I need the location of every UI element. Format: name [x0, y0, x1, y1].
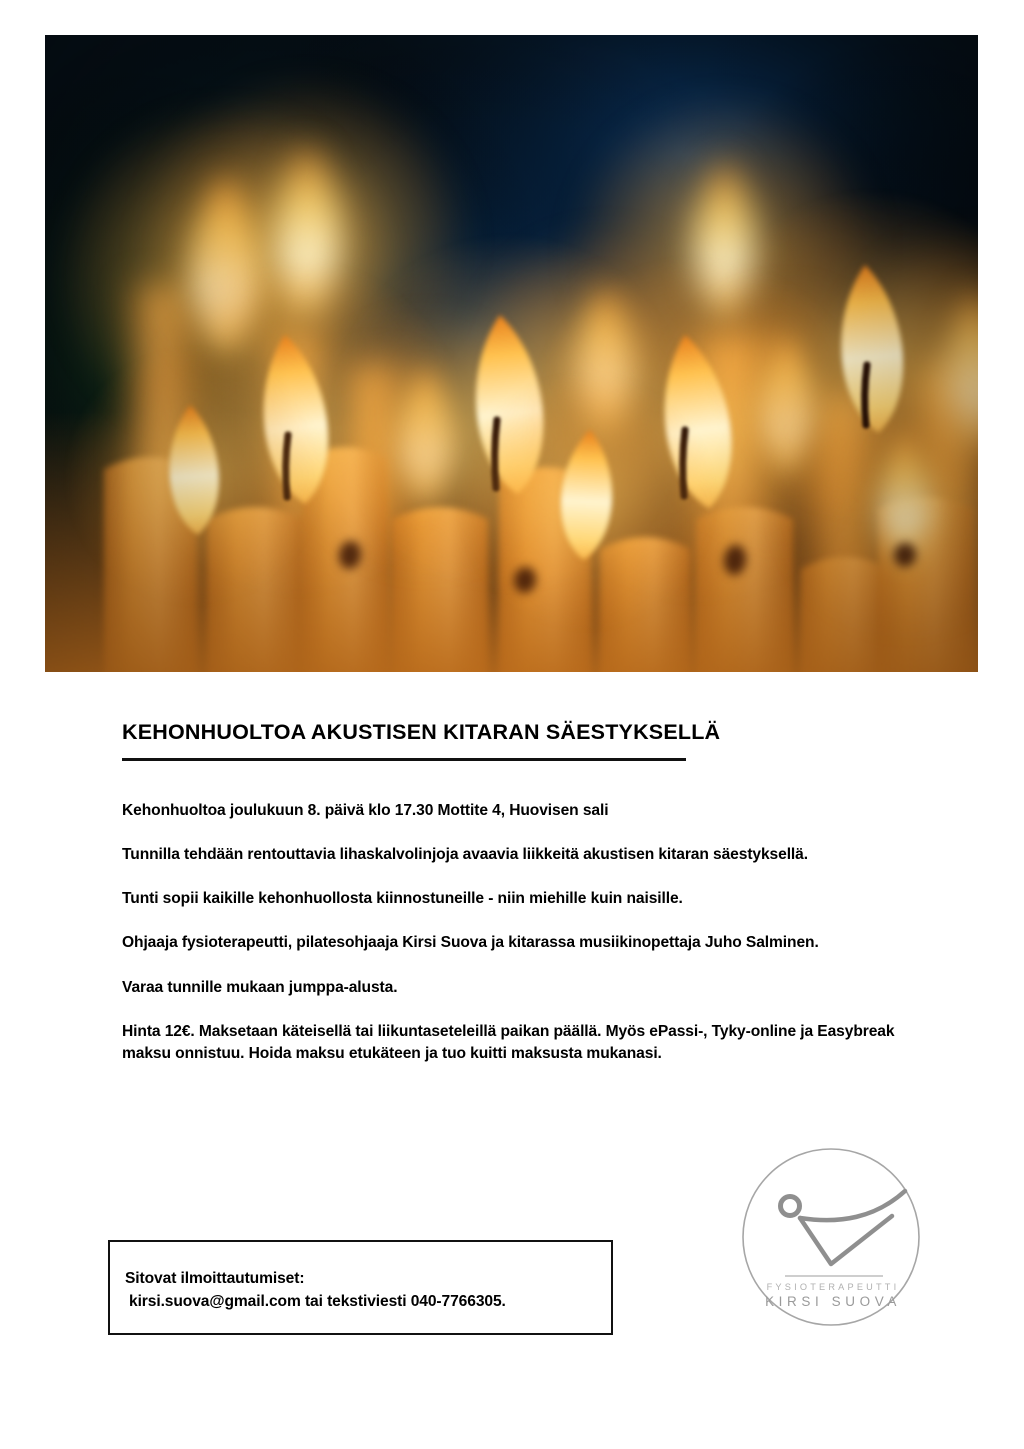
logo-graphic [740, 1146, 922, 1328]
logo-head-icon [781, 1197, 800, 1216]
page-title: KEHONHUOLTOA AKUSTISEN KITARAN SÄESTYKSELLÄ [122, 720, 721, 744]
kirsi-suova-logo [740, 1146, 922, 1328]
logo-person-text: KIRSI SUOVA [765, 1294, 901, 1309]
candles-photo [45, 35, 978, 672]
logo-body-v-icon [800, 1216, 892, 1264]
contact-box [108, 1240, 613, 1335]
contact-heading: Sitovat ilmoittautumiset: [125, 1270, 305, 1287]
contact-details[interactable]: kirsi.suova@gmail.com tai tekstiviesti 040-7766305. [129, 1293, 506, 1311]
body-copy [122, 800, 930, 1065]
paragraph-instructor: Ohjaaja fysioterapeutti, pilatesohjaaja Kirsi Suova ja kitarassa musiikinopettaja Juho Salminen. [122, 934, 819, 952]
title-block [122, 720, 721, 761]
paragraph-price: Hinta 12€. Maksetaan käteisellä tai liikuntaseteleillä paikan päällä. Myös ePassi-, Tyky-online ja Easybreak maksu onnistuu. Hoida maksu etukäteen ja tuo kuitti maksusta mukanasi. [122, 1022, 895, 1062]
paragraph-audience: Tunti sopii kaikille kehonhuollosta kiinnostuneille - niin miehille kuin naisille. [122, 890, 683, 908]
paragraph-schedule: Kehonhuoltoa joulukuun 8. päivä klo 17.30 Mottite 4, Huovisen sali [122, 802, 609, 819]
paragraph-bring: Varaa tunnille mukaan jumppa-alusta. [122, 978, 398, 996]
candles-photo-canvas [45, 35, 978, 672]
contact-box-inner [125, 1267, 603, 1314]
title-divider [122, 758, 686, 761]
logo-profession-text: FYSIOTERAPEUTTI [766, 1282, 900, 1292]
paragraph-content: Tunnilla tehdään rentouttavia lihaskalvolinjoja avaavia liikkeitä akustisen kitaran säestyksellä. [122, 846, 808, 864]
